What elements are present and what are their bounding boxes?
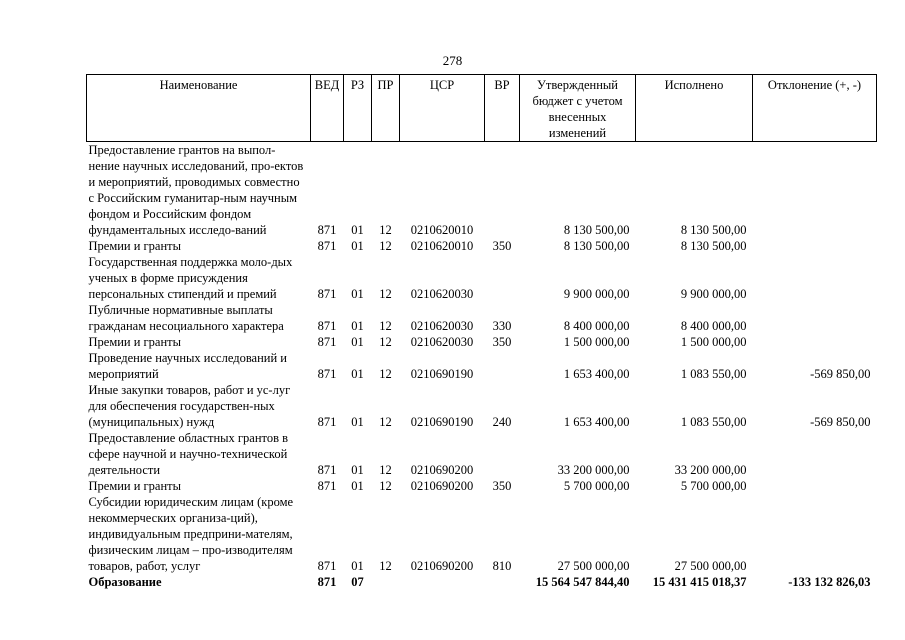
row-csr: 0210620030 xyxy=(410,335,474,349)
row-csr: 0210620010 xyxy=(410,239,474,253)
row-ved: 871 xyxy=(317,479,337,493)
row-ved: 871 xyxy=(317,415,337,429)
row-budget: 15 564 547 844,40 xyxy=(535,575,630,589)
row-name: Государственная поддержка моло-дых ученых в форме присуждения персональных стипендий и премий xyxy=(88,255,293,301)
row-csr: 0210690190 xyxy=(410,367,474,381)
row-vr: 330 xyxy=(492,319,512,333)
row-name: Публичные нормативные выплаты гражданам несоциального характера xyxy=(88,303,284,333)
row-vr: 810 xyxy=(492,559,512,573)
row-vr xyxy=(485,430,520,478)
row-vr xyxy=(485,254,520,302)
row-budget: 1 653 400,00 xyxy=(563,367,630,381)
row-budget: 8 400 000,00 xyxy=(563,319,630,333)
row-deviation xyxy=(753,334,877,350)
table-row xyxy=(87,478,877,494)
table-row xyxy=(87,254,877,302)
row-done: 5 700 000,00 xyxy=(680,479,747,493)
row-pr: 12 xyxy=(379,463,392,477)
row-budget: 5 700 000,00 xyxy=(563,479,630,493)
table-row xyxy=(87,238,877,254)
row-csr: 0210620030 xyxy=(410,319,474,333)
row-rz: 01 xyxy=(351,287,364,301)
row-name: Образование xyxy=(88,575,162,589)
col-header-rz: РЗ xyxy=(344,75,372,142)
row-csr: 0210690190 xyxy=(410,415,474,429)
row-rz: 01 xyxy=(351,415,364,429)
row-ved: 871 xyxy=(317,287,337,301)
row-pr: 12 xyxy=(379,559,392,573)
row-deviation xyxy=(753,302,877,334)
row-rz: 01 xyxy=(351,223,364,237)
row-deviation xyxy=(753,478,877,494)
row-ved: 871 xyxy=(317,559,337,573)
row-ved: 871 xyxy=(317,367,337,381)
row-done: 8 400 000,00 xyxy=(680,319,747,333)
table-row xyxy=(87,302,877,334)
row-pr: 12 xyxy=(379,319,392,333)
row-name: Предоставление областных грантов в сфере научной и научно-технической деятельности xyxy=(88,431,289,477)
row-name: Премии и гранты xyxy=(88,479,182,493)
row-pr: 12 xyxy=(379,223,392,237)
row-deviation xyxy=(753,494,877,574)
row-vr: 350 xyxy=(492,479,512,493)
row-pr: 12 xyxy=(379,367,392,381)
row-rz: 07 xyxy=(351,575,364,589)
row-done: 27 500 000,00 xyxy=(674,559,747,573)
row-rz: 01 xyxy=(351,335,364,349)
row-budget: 33 200 000,00 xyxy=(557,463,630,477)
row-name: Премии и гранты xyxy=(88,335,182,349)
row-budget: 8 130 500,00 xyxy=(563,223,630,237)
row-csr xyxy=(400,574,485,590)
row-rz: 01 xyxy=(351,559,364,573)
row-ved: 871 xyxy=(317,319,337,333)
row-deviation xyxy=(753,142,877,239)
row-ved: 871 xyxy=(317,463,337,477)
row-budget: 1 653 400,00 xyxy=(563,415,630,429)
row-done: 1 083 550,00 xyxy=(680,367,747,381)
budget-table-container xyxy=(86,74,876,590)
row-rz: 01 xyxy=(351,463,364,477)
col-header-csr: ЦСР xyxy=(400,75,485,142)
row-done: 8 130 500,00 xyxy=(680,239,747,253)
row-vr xyxy=(485,142,520,239)
row-rz: 01 xyxy=(351,239,364,253)
row-name: Субсидии юридическим лицам (кроме некоммерческих организа-ций), индивидуальным предприни-мателям, физическим лицам – про-изводителям товаров, работ, услуг xyxy=(88,495,294,573)
row-deviation xyxy=(753,430,877,478)
row-ved: 871 xyxy=(317,575,337,589)
row-done: 1 500 000,00 xyxy=(680,335,747,349)
row-csr: 0210690200 xyxy=(410,479,474,493)
col-header-name: Наименование xyxy=(87,75,311,142)
table-row xyxy=(87,334,877,350)
row-rz: 01 xyxy=(351,319,364,333)
row-done: 15 431 415 018,37 xyxy=(652,575,747,589)
row-csr: 0210690200 xyxy=(410,559,474,573)
row-budget: 27 500 000,00 xyxy=(557,559,630,573)
table-row xyxy=(87,574,877,590)
table-body xyxy=(87,142,877,591)
row-name: Иные закупки товаров, работ и ус-луг для обеспечения государствен-ных (муниципальных) нужд xyxy=(88,383,291,429)
table-row xyxy=(87,142,877,239)
row-pr: 12 xyxy=(379,335,392,349)
row-done: 9 900 000,00 xyxy=(680,287,747,301)
row-rz: 01 xyxy=(351,367,364,381)
row-deviation xyxy=(753,254,877,302)
row-budget: 1 500 000,00 xyxy=(563,335,630,349)
row-ved: 871 xyxy=(317,223,337,237)
budget-table xyxy=(86,74,877,590)
table-row xyxy=(87,382,877,430)
row-csr: 0210620010 xyxy=(410,223,474,237)
col-header-deviation: Отклонение (+, -) xyxy=(753,75,877,142)
row-deviation: -133 132 826,03 xyxy=(788,575,871,589)
col-header-budget: Утвержденный бюджет с учетом внесенных изменений xyxy=(520,75,636,142)
row-ved: 871 xyxy=(317,239,337,253)
row-vr: 240 xyxy=(492,415,512,429)
row-csr: 0210690200 xyxy=(410,463,474,477)
row-pr: 12 xyxy=(379,415,392,429)
row-csr: 0210620030 xyxy=(410,287,474,301)
row-vr: 350 xyxy=(492,239,512,253)
table-row xyxy=(87,494,877,574)
row-budget: 9 900 000,00 xyxy=(563,287,630,301)
row-budget: 8 130 500,00 xyxy=(563,239,630,253)
col-header-done: Исполнено xyxy=(636,75,753,142)
col-header-pr: ПР xyxy=(372,75,400,142)
row-done: 8 130 500,00 xyxy=(680,223,747,237)
row-ved: 871 xyxy=(317,335,337,349)
table-row xyxy=(87,350,877,382)
row-vr xyxy=(485,350,520,382)
row-pr: 12 xyxy=(379,239,392,253)
row-name: Премии и гранты xyxy=(88,239,182,253)
col-header-ved: ВЕД xyxy=(311,75,344,142)
row-pr: 12 xyxy=(379,479,392,493)
row-deviation: -569 850,00 xyxy=(810,415,871,429)
header-row xyxy=(87,75,877,142)
row-deviation: -569 850,00 xyxy=(810,367,871,381)
row-name: Проведение научных исследований и мероприятий xyxy=(88,351,287,381)
row-deviation xyxy=(753,238,877,254)
page-number: 278 xyxy=(442,53,463,68)
row-rz: 01 xyxy=(351,479,364,493)
table-row xyxy=(87,430,877,478)
row-vr xyxy=(485,574,520,590)
row-vr: 350 xyxy=(492,335,512,349)
row-pr: 12 xyxy=(379,287,392,301)
row-pr xyxy=(372,574,400,590)
row-done: 1 083 550,00 xyxy=(680,415,747,429)
row-done: 33 200 000,00 xyxy=(674,463,747,477)
row-name: Предоставление грантов на выпол-нение научных исследований, про-ектов и мероприятий, проводимых совместно с Российским гуманитар-ным научным фондом и Российским фондом фундаментальных исследо-ваний xyxy=(88,143,304,237)
col-header-vr: ВР xyxy=(485,75,520,142)
